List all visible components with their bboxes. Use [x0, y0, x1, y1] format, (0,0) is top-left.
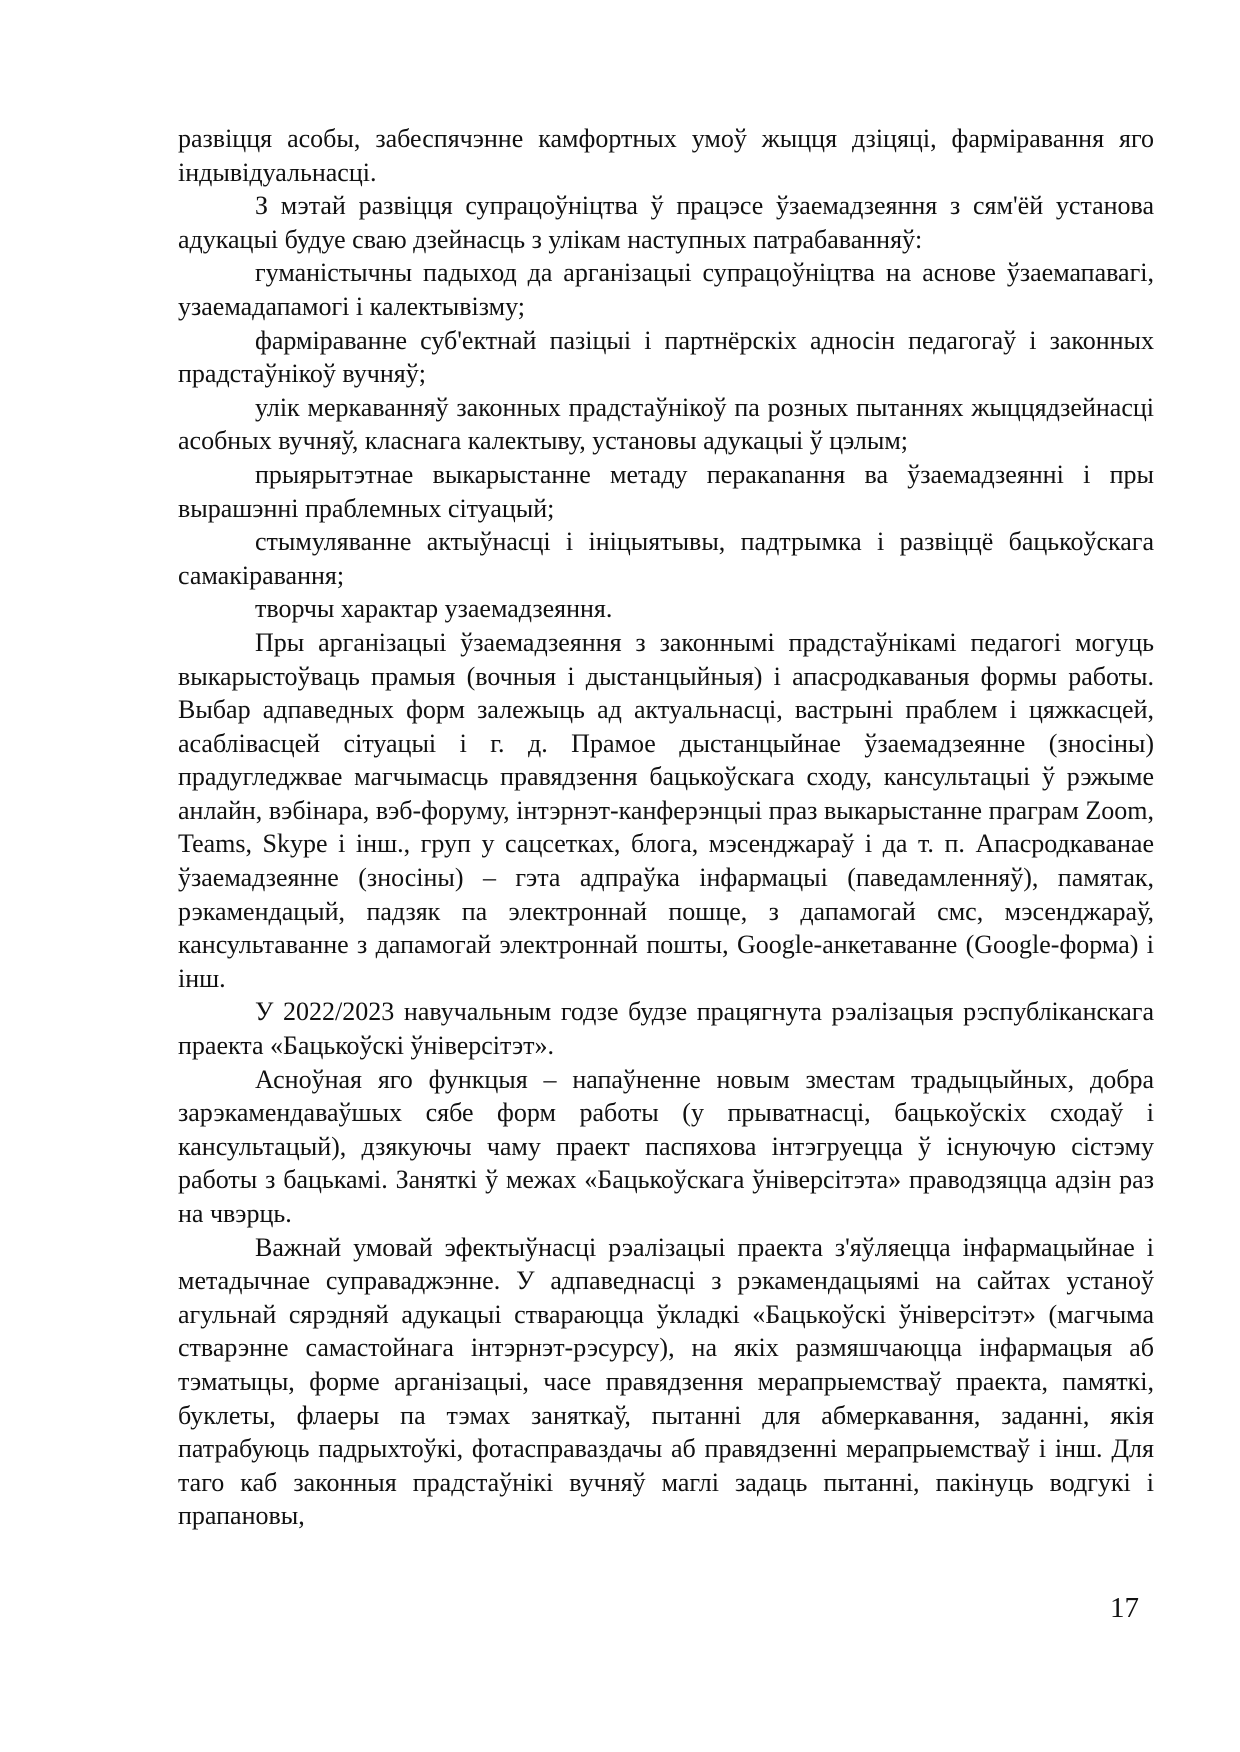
paragraph-project-function: Асноўная яго функцыя – напаўненне новым зместам традыцыйных, добра зарэкамендаваўшых сябе форм работы (у прыватнасці, бацькоўскіх сходаў і кансультацый), дзякуючы чаму праект паспяхова інтэгруецца ў існуючую сістэму работы з бацькамі. Заняткі ў межах «Бацькоўскага ўніверсітэта» праводзяцца адзін раз на чвэрць. [178, 1064, 1154, 1228]
requirement-item: фарміраванне суб'ектнай пазіцыі і партнёрскіх адносін педагогаў і законных прадстаўнікоў вучняў; [178, 325, 1154, 389]
requirement-item: стымуляванне актыўнасці і ініцыятывы, падтрымка і развіццё бацькоўскага самакіравання; [178, 527, 1154, 590]
paragraph-continuation: развіцця асобы, забеспячэнне камфортных умоў жыцця дзіцяці, фарміравання яго індывідуальнасці. [178, 124, 1154, 187]
requirement-item: прыярытэтнае выкарыстанне метаду перакanання ва ўзаемадзеянні і пры вырашэнні праблемных сітуацый; [178, 459, 1154, 523]
requirement-item: гуманістычны падыход да арганізацыі супрацоўніцтва на аснове ўзаемапавагі, узаемадапамогі і калектывізму; [178, 258, 1154, 321]
document-body [178, 122, 1154, 1533]
requirement-item: улік меркаванняў законных прадстаўнікоў па розных пытаннях жыццядзейнасці асобных вучняў, класнага калектыву, установы адукацыі ў цэлым; [178, 392, 1154, 456]
paragraph-project-announcement: У 2022/2023 навучальным годзе будзе працягнута рэалізацыя рэспубліканскага праекта «Бацькоўскі ўніверсітэт». [178, 997, 1154, 1061]
paragraph-cooperation-intro: З мэтай развіцця супрацоўніцтва ў працэсе ўзаемадзеяння з сям'ёй установа адукацыі будуе сваю дзейнасць з улікам наступных патрабаванняў: [178, 191, 1154, 254]
page-number: 17 [1110, 1592, 1139, 1624]
requirement-item: творчы характар узаемадзеяння. [255, 594, 613, 624]
paragraph-information-support: Важнай умовай эфектыўнасці рэалізацыі праекта з'яўляецца інфармацыйнае і метадычнае суправаджэнне. У адпаведнасці з рэкамендацыямі на сайтах устаноў агульнай сярэдняй адукацыі ствараюцца ўкладкі «Бацькоўскі ўніверсітэт» (магчыма стварэнне самастойнага інтэрнэт-рэсурсу), на якіх размяшчаюцца інфармацыя аб тэматыцы, форме арганізацыі, часе правядзення мерапрыемстваў праекта, памяткі, буклеты, флаеры па тэмах заняткаў, пытанні для абмеркавання, заданні, якія патрабуюць падрыхтоўкі, фотасправаздачы аб правядзенні мерапрыемстваў і інш. Для таго каб законныя прадстаўнікі вучняў маглі задаць пытанні, пакінуць водгукі і прапановы, [178, 1232, 1154, 1531]
paragraph-forms-of-work: Пры арганізацыі ўзаемадзеяння з законнымі прадстаўнікамі педагогі могуць выкарыстоўваць прамыя (вочныя і дыстанцыйныя) і апасродкаваныя формы работы. Выбар адпаведных форм залежыць ад актуальнасці, вастрыні праблем і цяжкасцей, асаблівасцей сітуацыі і г. д. Прамое дыстанцыйнае ўзаемадзеянне (зносіны) прадугледжвае магчымасць правядзення бацькоўскага сходу, кансультацыі ў рэжыме анлайн, вэбінара, вэб-форуму, інтэрнэт-канферэнцыі праз выкарыстанне праграм Zoom, Teams, Skype і інш., груп у сацсетках, блога, мэсенджараў і да т. п. Апасродкаванае ўзаемадзеянне (зносіны) – гэта адпраўка інфармацыі (паведамленняў), памятак, рэкамендацый, падзяк па электроннай пошце, з дапамогай смс, мэсенджараў, кансультаванне з дапамогай электроннай пошты, Google-анкетаванне (Google-форма) і інш. [178, 627, 1154, 993]
